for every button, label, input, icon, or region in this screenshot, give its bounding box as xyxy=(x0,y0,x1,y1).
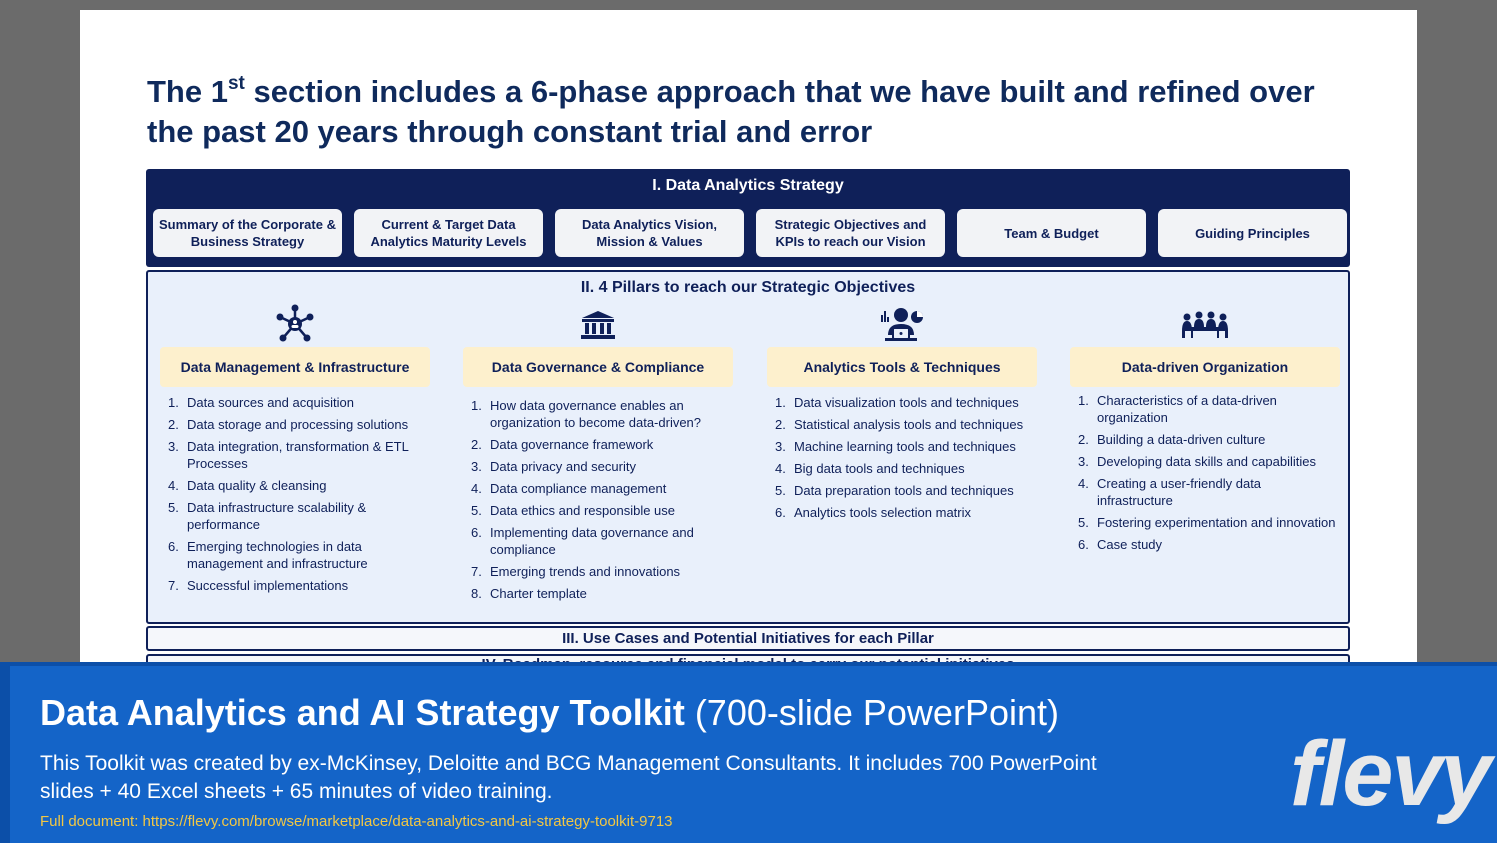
phase-box: Current & Target Data Analytics Maturity Levels xyxy=(354,209,543,257)
network-icon xyxy=(160,302,430,346)
list-item: 5. Data ethics and responsible use xyxy=(471,503,676,518)
phase-box: Team & Budget xyxy=(957,209,1146,257)
banner-edge xyxy=(0,666,10,843)
section-four-pillars xyxy=(146,270,1350,624)
list-item: 1. How data governance enables an organization to become data-driven? xyxy=(471,398,702,430)
list-item: 5. Data preparation tools and techniques xyxy=(775,483,1014,498)
slide xyxy=(80,10,1417,670)
pillar-header: Data Management & Infrastructure xyxy=(160,347,430,387)
list-item: 4. Data compliance management xyxy=(471,481,667,496)
slide-title: The 1st section includes a 6-phase approach that we have built and refined over the past 20 years through constant trial and error xyxy=(147,73,1315,149)
analyst-icon xyxy=(767,302,1037,346)
pillar-header: Data-driven Organization xyxy=(1070,347,1340,387)
section-title: I. Data Analytics Strategy xyxy=(652,177,844,194)
list-item: 7. Successful implementations xyxy=(168,578,349,593)
phase-box: Summary of the Corporate & Business Strategy xyxy=(153,209,342,257)
list-item: 2. Statistical analysis tools and techniques xyxy=(775,417,1024,432)
pillar-data-management xyxy=(160,302,430,620)
list-item: 5. Fostering experimentation and innovation xyxy=(1078,515,1336,530)
list-item: 6. Implementing data governance and compliance xyxy=(471,525,694,557)
pillar-analytics-tools xyxy=(767,302,1037,620)
list-item: 2. Building a data-driven culture xyxy=(1078,432,1266,447)
list-item: 4. Data quality & cleansing xyxy=(168,478,327,493)
list-item: 5. Data infrastructure scalability & performance xyxy=(168,500,367,532)
section-title: II. 4 Pillars to reach our Strategic Objectives xyxy=(580,279,916,296)
phase-box: Strategic Objectives and KPIs to reach our Vision xyxy=(756,209,945,257)
list-item: 2. Data governance framework xyxy=(471,437,654,452)
pillar-list xyxy=(471,397,733,607)
pillar-data-driven-org xyxy=(1070,302,1340,620)
list-item: 3. Machine learning tools and techniques xyxy=(775,439,1016,454)
list-item: 1. Data sources and acquisition xyxy=(168,395,354,410)
banner-title: Data Analytics and AI Strategy Toolkit (700-slide PowerPoint) xyxy=(40,692,1059,733)
document-link[interactable]: Full document: https://flevy.com/browse/marketplace/data-analytics-and-ai-strategy-toolkit-9713 xyxy=(40,813,673,830)
section-data-analytics-strategy xyxy=(146,169,1350,267)
banner-description: This Toolkit was created by ex-McKinsey, Deloitte and BCG Management Consultants. It includes 700 PowerPoint slides + 40 Excel sheets + 65 minutes of video training. xyxy=(40,752,1097,803)
list-item: 1. Characteristics of a data-driven organization xyxy=(1078,393,1277,425)
promo-banner xyxy=(0,662,1497,843)
list-item: 2. Data storage and processing solutions xyxy=(168,417,409,432)
pillar-header: Analytics Tools & Techniques xyxy=(767,347,1037,387)
pillar-header: Data Governance & Compliance xyxy=(463,347,733,387)
list-item: 1. Data visualization tools and techniques xyxy=(775,395,1019,410)
pillar-list xyxy=(775,394,1037,526)
phase-box: Data Analytics Vision, Mission & Values xyxy=(555,209,744,257)
list-item: 6. Analytics tools selection matrix xyxy=(775,505,972,520)
section-use-cases: III. Use Cases and Potential Initiatives for each Pillar xyxy=(146,626,1350,651)
list-item: 8. Charter template xyxy=(471,586,587,601)
list-item: 6. Emerging technologies in data management and infrastructure xyxy=(168,539,368,571)
list-item: 6. Case study xyxy=(1078,537,1163,552)
list-item: 7. Emerging trends and innovations xyxy=(471,564,681,579)
list-item: 3. Data privacy and security xyxy=(471,459,636,474)
flevy-logo: flevy xyxy=(1290,723,1490,825)
government-building-icon xyxy=(463,302,733,346)
list-item: 4. Creating a user-friendly data infrastructure xyxy=(1078,476,1262,508)
pillar-data-governance xyxy=(463,302,733,620)
list-item: 3. Data integration, transformation & ETL Processes xyxy=(168,439,409,471)
phase-box: Guiding Principles xyxy=(1158,209,1347,257)
pillar-list xyxy=(168,394,430,599)
pillar-list xyxy=(1078,392,1340,558)
list-item: 3. Developing data skills and capabilities xyxy=(1078,454,1316,469)
list-item: 4. Big data tools and techniques xyxy=(775,461,965,476)
team-meeting-icon xyxy=(1070,302,1340,346)
